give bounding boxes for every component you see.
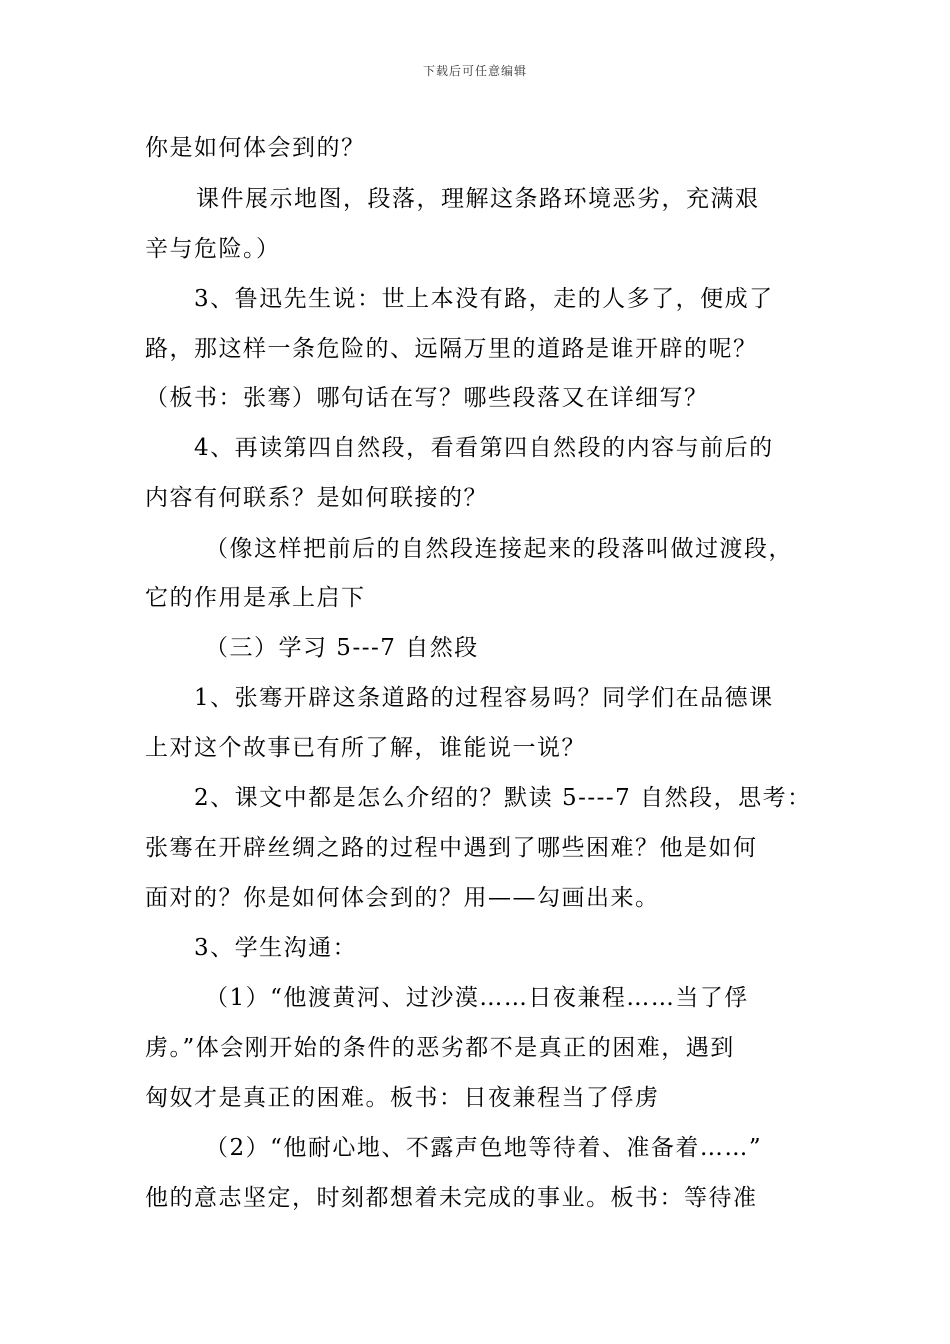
text-line: 3、鲁迅先生说：世上本没有路，走的人多了，便成了 bbox=[194, 286, 774, 312]
text-line: 他的意志坚定，时刻都想着未完成的事业。板书：等待准 bbox=[145, 1185, 758, 1211]
text-line: 张骞在开辟丝绸之路的过程中遇到了哪些困难？他是如何 bbox=[145, 835, 758, 861]
text-line: 上对这个故事已有所了解，谁能说一说？ bbox=[145, 735, 586, 761]
text-line: 1、张骞开辟这条道路的过程容易吗？同学们在品德课 bbox=[194, 685, 774, 711]
text-line: 内容有何联系？是如何联接的？ bbox=[145, 485, 488, 511]
page-header: 下载后可任意编辑 bbox=[422, 64, 527, 78]
text-line: （板书：张骞）哪句话在写？哪些段落又在详细写？ bbox=[145, 385, 709, 411]
text-line: 路，那这样一条危险的、远隔万里的道路是谁开辟的呢？ bbox=[145, 336, 758, 362]
text-line: 你是如何体会到的？ bbox=[145, 135, 366, 161]
text-line: 辛与危险。） bbox=[145, 236, 281, 262]
text-line: 2、课文中都是怎么介绍的？默读 5----7 自然段，思考： bbox=[194, 785, 812, 811]
text-line: 虏。”体会刚开始的条件的恶劣都不是真正的困难，遇到 bbox=[145, 1035, 735, 1061]
text-line: （像这样把前后的自然段连接起来的段落叫做过渡段， bbox=[205, 536, 793, 562]
text-line: （1）“他渡黄河、过沙漠……日夜兼程……当了俘 bbox=[205, 985, 749, 1011]
text-line: 匈奴才是真正的困难。板书：日夜兼程当了俘虏 bbox=[145, 1085, 660, 1111]
text-line: 3、学生沟通： bbox=[194, 935, 358, 961]
text-line: （2）“他耐心地、不露声色地等待着、准备着……” bbox=[205, 1135, 763, 1161]
text-line: 4、再读第四自然段，看看第四自然段的内容与前后的 bbox=[194, 435, 774, 461]
text-line: 课件展示地图，段落，理解这条路环境恶劣，充满艰 bbox=[196, 186, 760, 212]
text-line: 它的作用是承上启下 bbox=[145, 585, 366, 611]
section-heading: （三）学习 5---7 自然段 bbox=[205, 635, 479, 661]
text-line: 面对的？你是如何体会到的？用——勾画出来。 bbox=[145, 885, 660, 911]
